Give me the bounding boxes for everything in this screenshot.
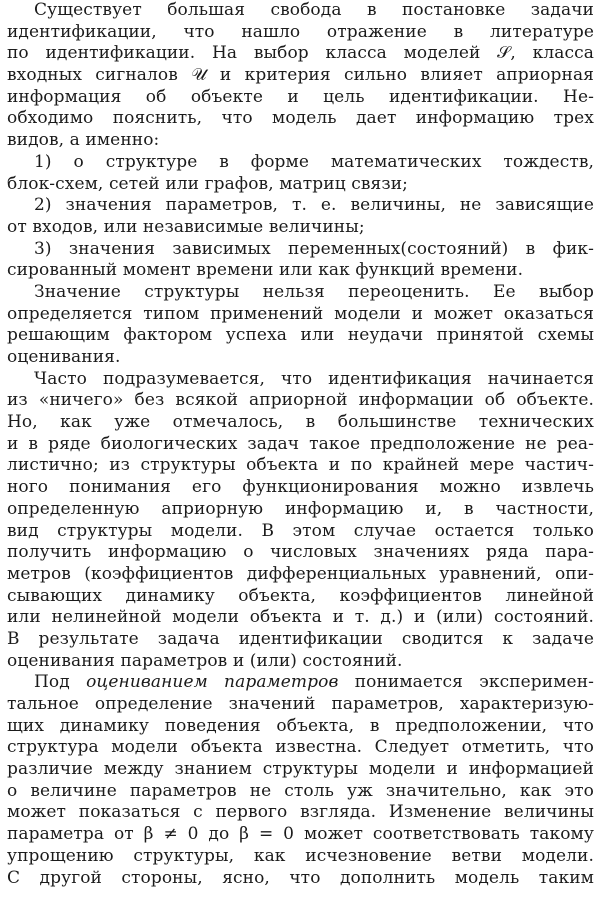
text-line: щих динамику поведения объекта, в предположении, что [7, 715, 594, 736]
text-line: входных сигналов 𝒰 и критерия сильно влияет априорная [7, 65, 594, 86]
text-line: упрощению структуры, как исчезновение ветви модели. [7, 845, 594, 866]
text-line: оценивания. [7, 347, 121, 367]
text-line: определенную априорную информацию и, в частности, [7, 498, 594, 519]
paragraph-structure-importance [7, 282, 594, 369]
text-fragment: понимается эксперимен- [338, 672, 594, 693]
text-line: вид структуры модели. В этом случае остается только [7, 520, 594, 541]
text-line: метров (коэффициентов дифференциальных уравнений, опи- [7, 563, 594, 584]
text-line: параметра от β ≠ 0 до β = 0 может соответствовать такому [7, 824, 594, 845]
text-line: из «ничего» без всякой априорной информации об объекте. [7, 390, 594, 411]
text-line: 3) значения зависимых переменных(состояний) в фик- [34, 238, 594, 259]
text-line: В результате задача идентификации сводится к задаче [7, 628, 594, 649]
text-line: о величине параметров не столь уж значительно, как это [7, 780, 594, 801]
text-line: Существует большая свобода в постановке задачи [34, 0, 594, 20]
book-page [7, 0, 594, 889]
list-item-structure [7, 152, 594, 195]
text-line: решающим фактором успеха или неудачи принятой схемы [7, 325, 594, 346]
text-line: получить информацию о числовых значениях ряда пара- [7, 542, 594, 563]
text-line: может показаться с первого взгляда. Изменение величины [7, 802, 594, 823]
text-line: и в ряде биологических задач такое предположение не реа- [7, 433, 594, 454]
text-line: от входов, или независимые величины; [7, 216, 365, 237]
text-line: или нелинейной модели объекта и т. д.) и (или) состояний. [7, 607, 594, 628]
text-line: обходимо пояснить, что модель дает информацию трех [7, 108, 594, 129]
text-line-with-term [7, 672, 594, 694]
paragraph-intro [7, 0, 594, 152]
text-line: Значение структуры нельзя переоценить. Ее выбор [34, 281, 594, 302]
paragraph-parameter-estimation [7, 672, 594, 889]
text-line: видов, а именно: [7, 130, 160, 151]
italic-term: оцениванием параметров [86, 672, 339, 693]
text-line: 1) о структуре в форме математических тождеств, [34, 151, 594, 172]
text-line: 2) значения параметров, т. е. величины, не зависящие [34, 195, 594, 216]
text-line: блок-схем, сетей или графов, матриц связи; [7, 173, 408, 194]
text-line: информация об объекте и цель идентификации. Не- [7, 86, 594, 107]
text-line: сывающих динамику объекта, коэффициентов линейной [7, 585, 594, 606]
list-item-states [7, 239, 594, 282]
text-line: по идентификации. На выбор класса моделей 𝒮, класса [7, 43, 594, 64]
text-line: сированный момент времени или как функций времени. [7, 260, 524, 281]
text-line: С другой стороны, ясно, что дополнить модель таким [7, 867, 594, 888]
text-fragment: Под [34, 672, 87, 693]
text-line: различие между знанием структуры модели и информацией [7, 759, 594, 780]
text-line: идентификации, что нашло отражение в литературе [7, 21, 594, 42]
text-line: оценивания параметров и (или) состояний. [7, 650, 403, 671]
text-line: листично; из структуры объекта и по крайней мере частич- [7, 455, 594, 476]
text-line: определяется типом применений модели и может оказаться [7, 303, 594, 324]
text-line: тальное определение значений параметров, характеризую- [7, 694, 594, 714]
text-line: Но, как уже отмечалось, в большинстве технических [7, 412, 594, 433]
text-line: Часто подразумевается, что идентификация начинается [34, 368, 594, 389]
list-item-parameters [7, 195, 594, 238]
paragraph-a-priori [7, 369, 594, 673]
text-line: ного понимания его функционирования можно извлечь [7, 477, 594, 498]
text-line: структура модели объекта известна. Следует отметить, что [7, 737, 594, 758]
